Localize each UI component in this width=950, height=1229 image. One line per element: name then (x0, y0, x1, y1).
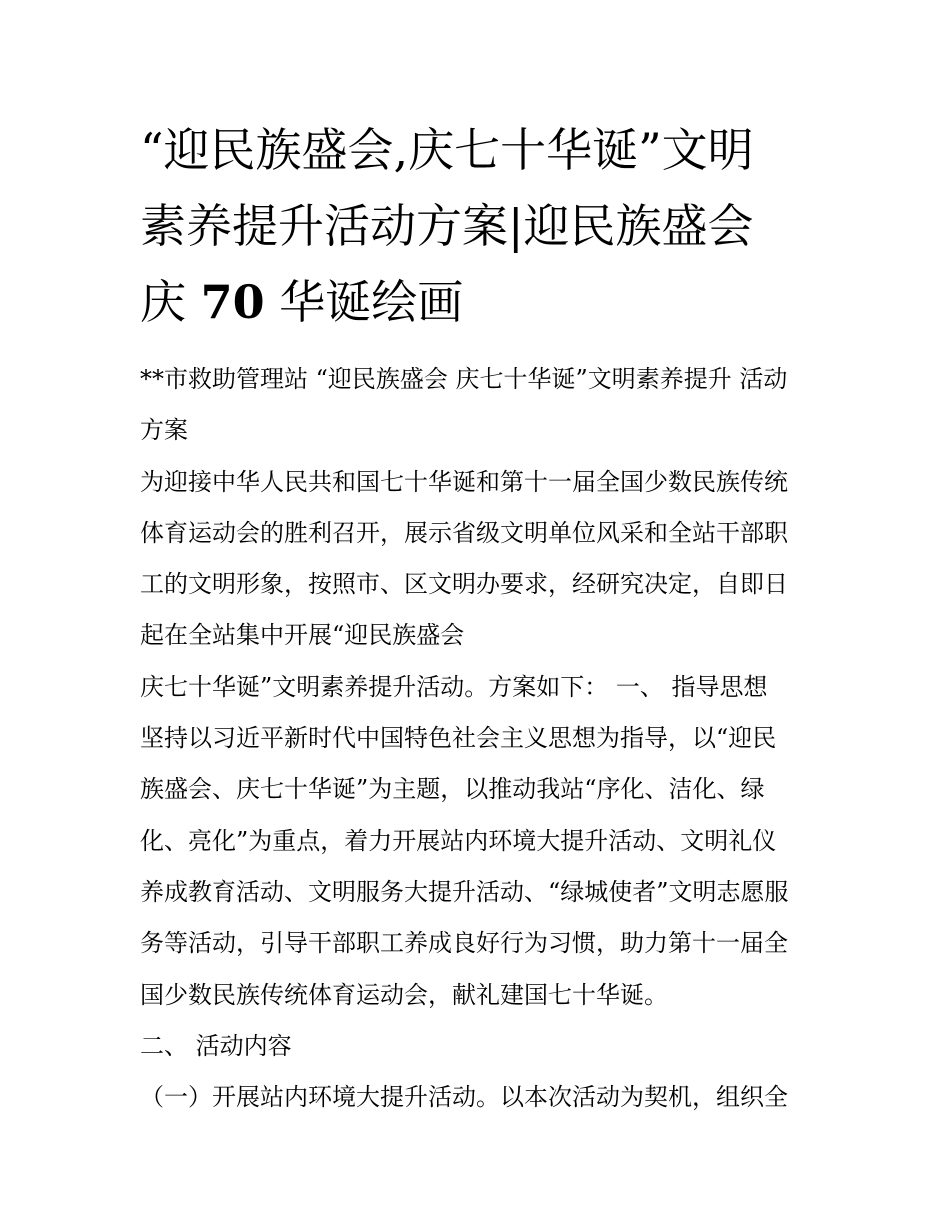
body-line: 为迎接中华人民共和国七十华诞和第十一届全国少数民族传统 (140, 467, 788, 496)
title-number: 70 (200, 275, 265, 329)
body-line: 起在全站集中开展“迎民族盛会 (140, 621, 465, 650)
document-content (140, 112, 820, 1123)
document-body (140, 354, 820, 1123)
title-line-3-suffix: 华诞绘画 (279, 275, 464, 329)
body-line: **市救助管理站 “迎民族盛会 庆七十华诞”文明素养提升 活动 (140, 365, 788, 393)
document-title (140, 112, 820, 340)
body-line: 工的文明形象，按照市、区文明办要求，经研究决定，自即日 (140, 570, 788, 599)
body-line: 族盛会、庆七十华诞”为主题，以推动我站“序化、洁化、绿 (140, 775, 765, 804)
body-line: 化、亮化”为重点，着力开展站内环境大提升活动、文明礼仪 (140, 826, 777, 855)
body-line: 方案 (140, 416, 188, 445)
title-line-3-prefix: 庆 (140, 275, 186, 329)
title-line-2: 素养提升活动方案|迎民族盛会 (140, 199, 754, 253)
body-line: 体育运动会的胜利召开，展示省级文明单位风采和全站干部职 (140, 518, 788, 547)
section-heading: 二、 活动内容 (140, 1031, 292, 1060)
body-line: 养成教育活动、文明服务大提升活动、“绿城使者”文明志愿服 (140, 877, 789, 906)
body-line: 国少数民族传统体育运动会，献礼建国七十华诞。 (140, 980, 668, 1009)
title-line-3 (140, 264, 820, 340)
body-line: （一）开展站内环境大提升活动。以本次活动为契机，组织全 (140, 1083, 788, 1112)
body-line: 坚持以习近平新时代中国特色社会主义思想为指导，以“迎民 (140, 724, 777, 753)
body-line: 庆七十华诞”文明素养提升活动。方案如下： 一、 指导思想 (140, 672, 768, 701)
body-line: 务等活动，引导干部职工养成良好行为习惯，助力第十一届全 (140, 929, 788, 958)
title-line-1: “迎民族盛会,庆七十华诞”文明 (140, 123, 754, 177)
